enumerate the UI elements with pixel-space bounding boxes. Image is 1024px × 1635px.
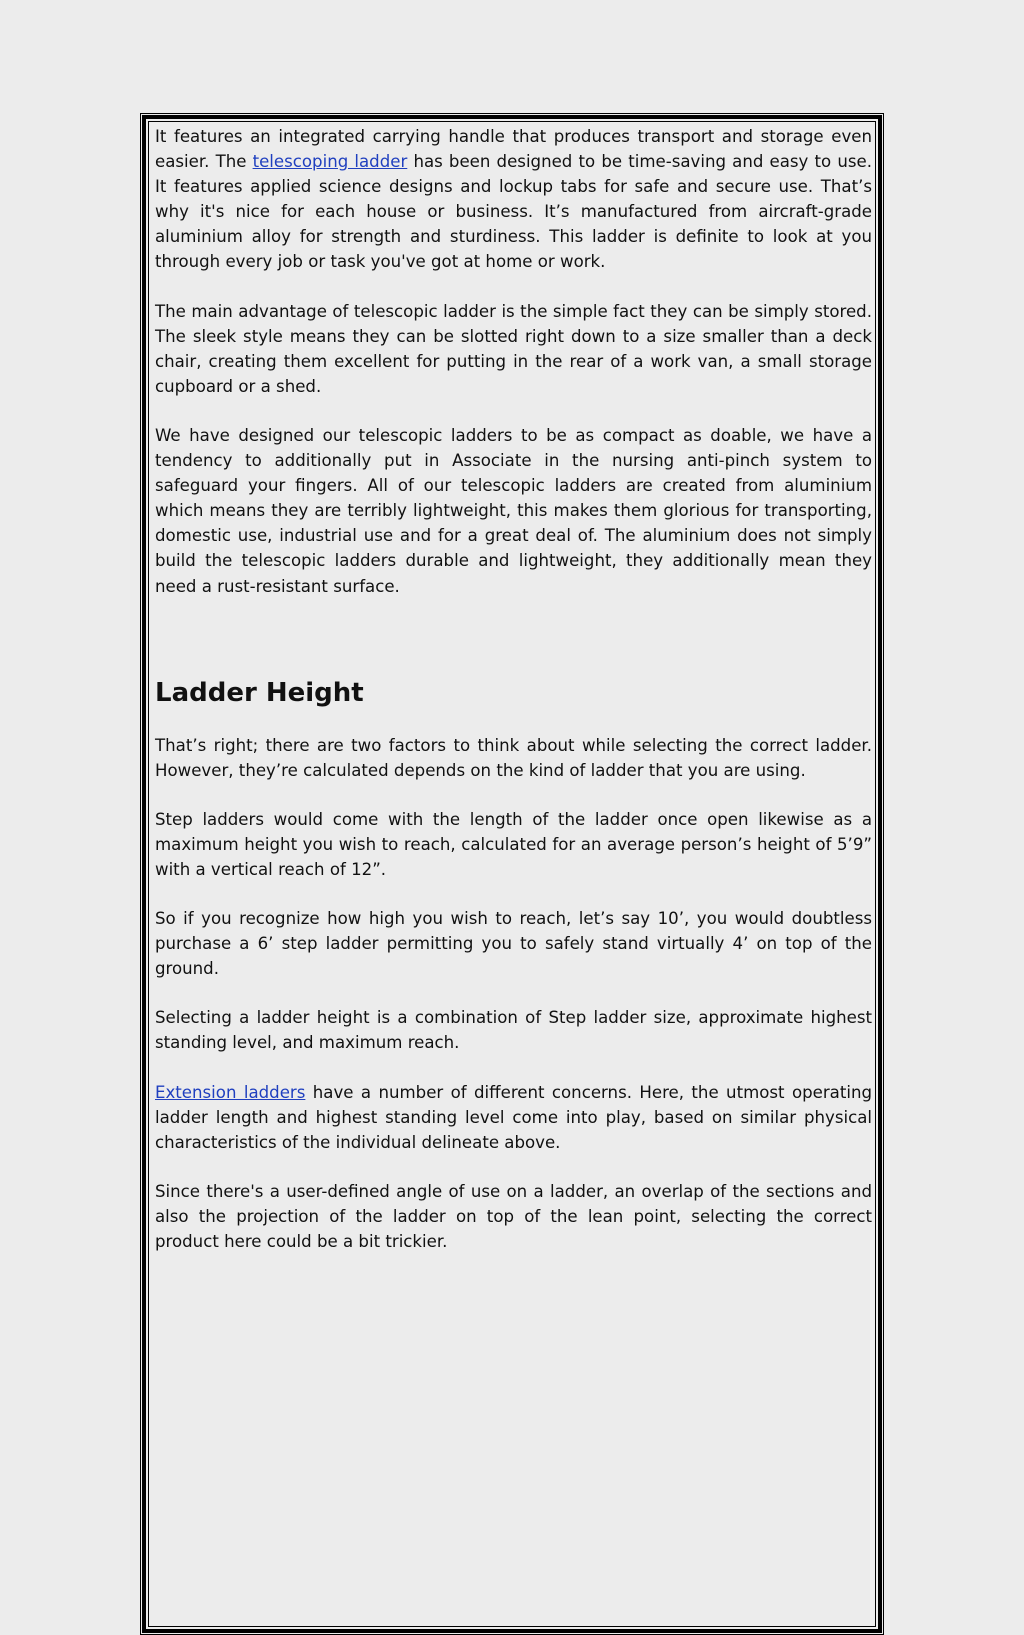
text-segment: So if you recognize how high you wish to reach, let’s say 10’, you would doubtless purchase a 6’ step ladder permitting you to safely stand virtually 4’ on top of the ground. <box>155 909 872 979</box>
paragraph <box>155 124 872 275</box>
text-segment: Selecting a ladder height is a combination of Step ladder size, approximate highest standing level, and maximum reach. <box>155 1008 872 1053</box>
text-segment: We have designed our telescopic ladders to be as compact as doable, we have a tendency to additionally put in Associate in the nursing anti-pinch system to safeguard your fingers. All of our telescopic ladders are created from aluminium which means they are terribly lightweight, this makes them glorious for transporting, domestic use, industrial use and for a great deal of. The aluminium does not simply build the telescopic ladders durable and lightweight, they additionally mean they need a rust-resistant surface. <box>155 425 872 596</box>
section-heading: Ladder Height <box>155 677 364 708</box>
text-segment: The main advantage of telescopic ladder is the simple fact they can be simply stored. The sleek style means they can be slotted right down to a size smaller than a deck chair, creating them excellent for putting in the rear of a work van, a small storage cupboard or a shed. <box>155 301 872 396</box>
document-body <box>155 124 872 1278</box>
paragraph <box>155 906 872 981</box>
telescoping-ladder-link[interactable]: telescoping ladder <box>252 152 408 172</box>
text-segment: has been designed to be time-saving and easy to use. It features applied science designs and lockup tabs for safe and secure use. That’s why it's nice for each house or business. It’s manufactured from aircraft-grade aluminium alloy for strength and sturdiness. This ladder is definite to look at you through every job or task you've got at home or work. <box>155 152 872 272</box>
text-segment: It features an integrated carrying handle that produces transport and storage even easier. The <box>155 127 872 172</box>
paragraph <box>155 299 872 399</box>
paragraph <box>155 807 872 882</box>
text-segment: Since there's a user-defined angle of use on a ladder, an overlap of the sections and also the projection of the ladder on top of the lean point, selecting the correct product here could be a bit trickier. <box>155 1181 872 1251</box>
paragraph <box>155 423 872 599</box>
text-segment: Step ladders would come with the length of the ladder once open likewise as a maximum height you wish to reach, calculated for an average person’s height of 5’9” with a vertical reach of 12”. <box>155 809 872 879</box>
paragraph <box>155 733 872 783</box>
paragraph <box>155 1080 872 1155</box>
extension-ladders-link[interactable]: Extension ladders <box>155 1082 306 1102</box>
paragraph <box>155 1179 872 1254</box>
text-segment: have a number of different concerns. Here, the utmost operating ladder length and highest standing level come into play, based on similar physical characteristics of the individual delineate above. <box>155 1082 872 1152</box>
paragraph <box>155 1005 872 1055</box>
text-segment: That’s right; there are two factors to think about while selecting the correct ladder. However, they’re calculated depends on the kind of ladder that you are using. <box>155 735 872 780</box>
